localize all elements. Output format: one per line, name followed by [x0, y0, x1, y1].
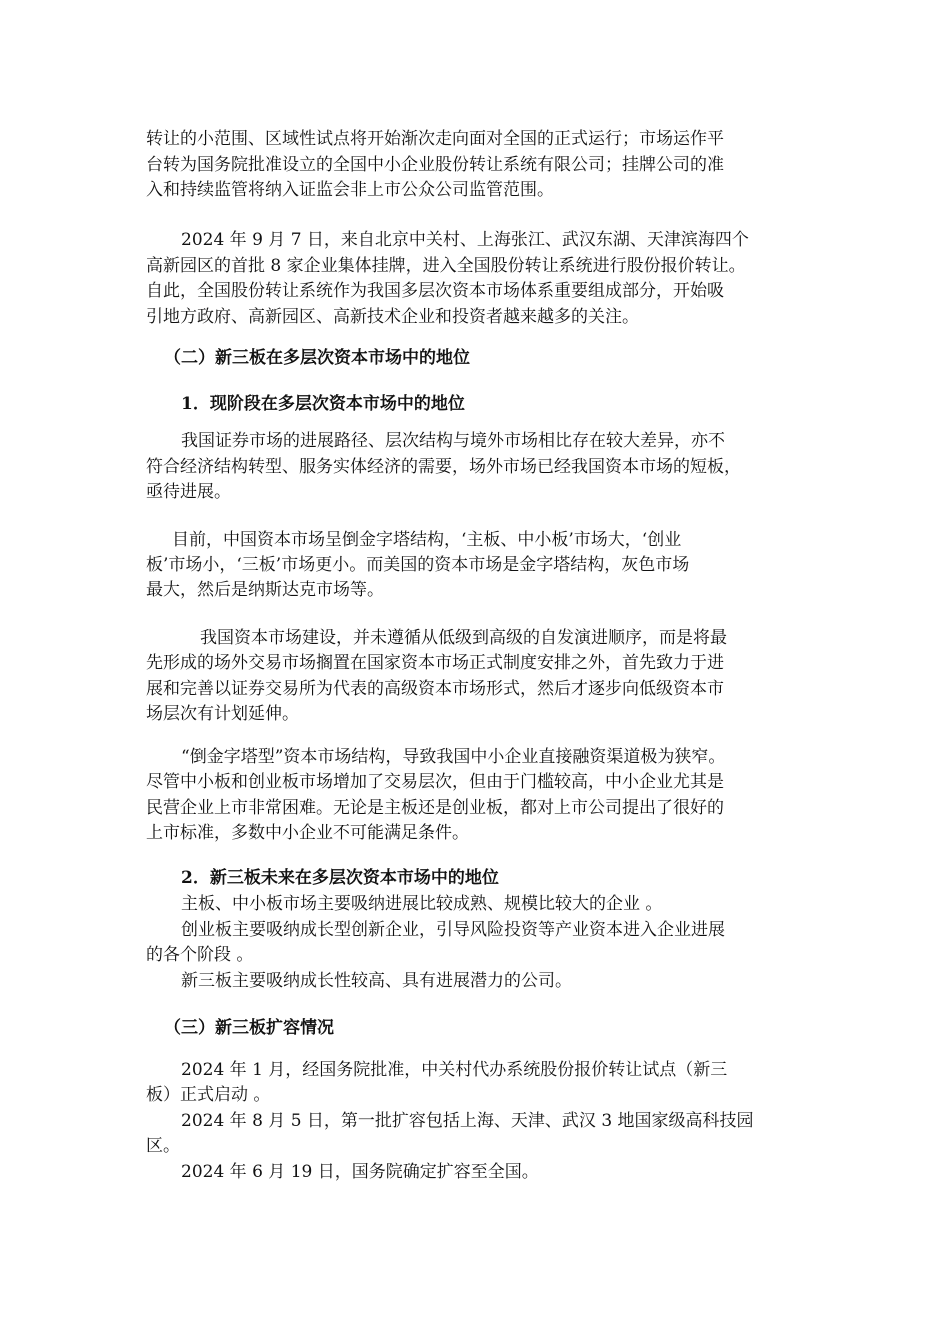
paragraph-line: 展和完善以证券交易所为代表的高级资本市场形式，然后才逐步向低级资本市	[146, 679, 724, 699]
paragraph-line: 目前，中国资本市场呈倒金字塔结构，‘主板、中小板’市场大，‘创业	[172, 530, 682, 550]
paragraph-line: 民营企业上市非常困难。无论是主板还是创业板，都对上市公司提出了很好的	[146, 798, 724, 818]
paragraph-line: 2024 年 1 月，经国务院批准，中关村代办系统股份报价转让试点（新三	[181, 1060, 728, 1080]
paragraph-line: 创业板主要吸纳成长型创新企业，引导风险投资等产业资本进入企业进展	[181, 920, 725, 940]
paragraph-line: 上市标准，多数中小企业不可能满足条件。	[146, 823, 469, 843]
paragraph-line: 2024 年 9 月 7 日，来自北京中关村、上海张江、武汉东湖、天津滨海四个	[181, 230, 749, 250]
paragraph-line: 台转为国务院批准设立的全国中小企业股份转让系统有限公司；挂牌公司的准	[146, 155, 724, 175]
paragraph-line: 主板、中小板市场主要吸纳进展比较成熟、规模比较大的企业 。	[181, 894, 663, 914]
section-heading: （三）新三板扩容情况	[164, 1018, 334, 1038]
paragraph-line: “倒金字塔型”资本市场结构，导致我国中小企业直接融资渠道极为狭窄。	[181, 747, 726, 767]
paragraph-line: 亟待进展。	[146, 482, 231, 502]
paragraph-line: 转让的小范围、区域性试点将开始渐次走向面对全国的正式运行；市场运作平	[146, 129, 724, 149]
paragraph-line: 2024 年 8 月 5 日，第一批扩容包括上海、天津、武汉 3 地国家级高科技园	[181, 1111, 754, 1131]
paragraph-line: 场层次有计划延伸。	[146, 704, 299, 724]
paragraph-line: 先形成的场外交易市场搁置在国家资本市场正式制度安排之外，首先致力于进	[146, 653, 724, 673]
paragraph-line: 最大，然后是纳斯达克市场等。	[146, 580, 384, 600]
paragraph-line: 板）正式启动 。	[146, 1085, 271, 1105]
paragraph-line: 符合经济结构转型、服务实体经济的需要，场外市场已经我国资本市场的短板，	[146, 457, 741, 477]
paragraph-line: 的各个阶段 。	[146, 945, 254, 965]
paragraph-line: 我国证券市场的进展路径、层次结构与境外市场相比存在较大差异，亦不	[181, 431, 725, 451]
subsection-heading: 1．现阶段在多层次资本市场中的地位	[181, 394, 465, 414]
paragraph-line: 高新园区的首批 8 家企业集体挂牌，进入全国股份转让系统进行股份报价转让。	[146, 256, 746, 276]
paragraph-line: 板’市场小，‘三板’市场更小。而美国的资本市场是金字塔结构，灰色市场	[146, 555, 690, 575]
subsection-heading: 2．新三板未来在多层次资本市场中的地位	[181, 868, 499, 888]
paragraph-line: 新三板主要吸纳成长性较高、具有进展潜力的公司。	[181, 971, 572, 991]
paragraph-line: 尽管中小板和创业板市场增加了交易层次，但由于门槛较高，中小企业尤其是	[146, 772, 724, 792]
paragraph-line: 自此，全国股份转让系统作为我国多层次资本市场体系重要组成部分，开始吸	[146, 281, 724, 301]
paragraph-line: 2024 年 6 月 19 日，国务院确定扩容至全国。	[181, 1162, 539, 1182]
section-heading: （二）新三板在多层次资本市场中的地位	[164, 348, 470, 368]
paragraph-line: 区。	[146, 1136, 180, 1156]
paragraph-line: 入和持续监管将纳入证监会非上市公众公司监管范围。	[146, 180, 554, 200]
paragraph-line: 引地方政府、高新园区、高新技术企业和投资者越来越多的关注。	[146, 307, 639, 327]
paragraph-line: 我国资本市场建设，并未遵循从低级到高级的自发演进顺序，而是将最	[200, 628, 727, 648]
